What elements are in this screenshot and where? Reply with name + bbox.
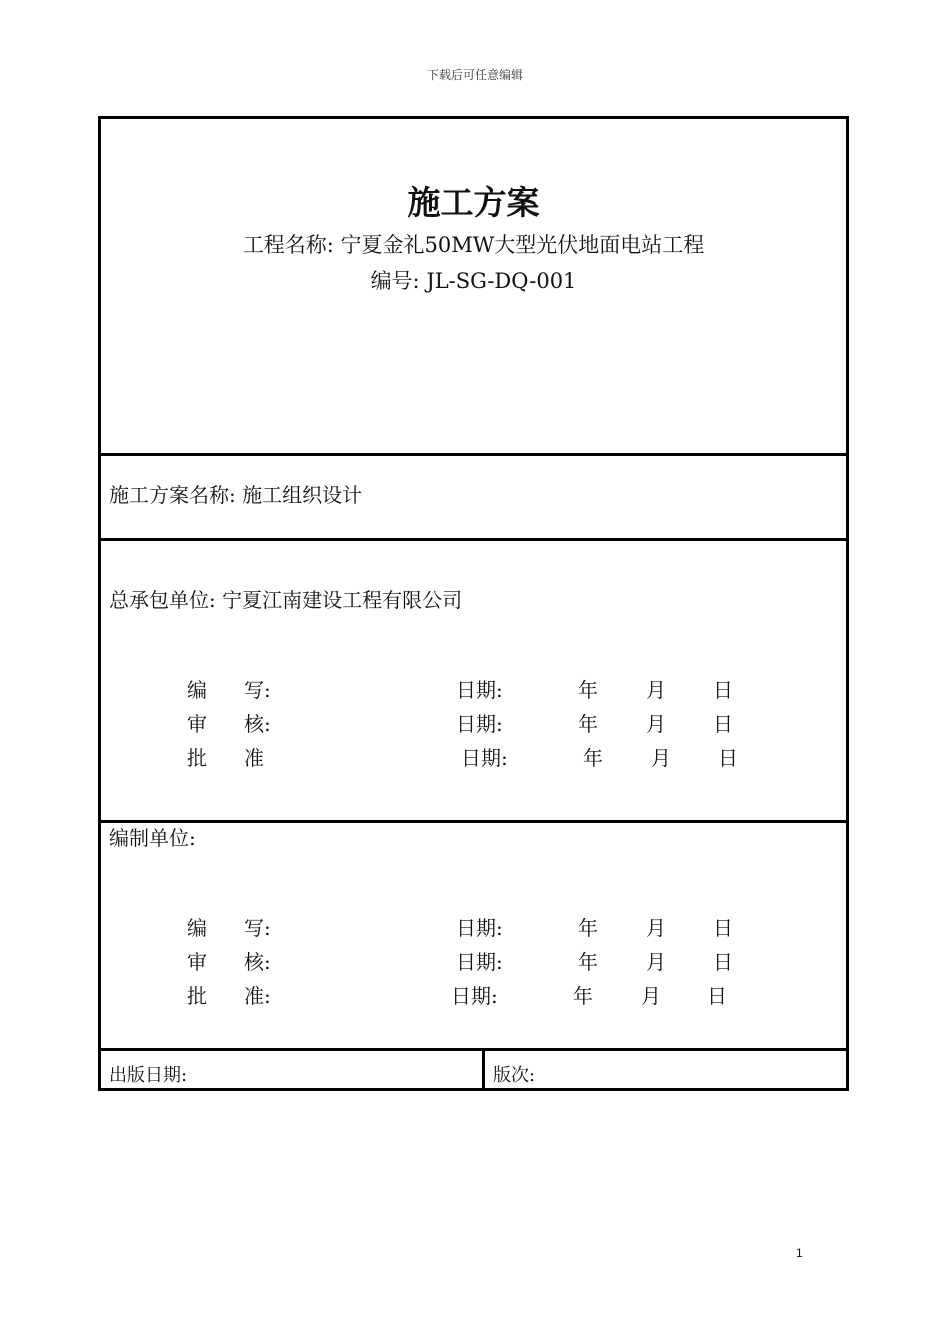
contractor-write-char2: 写: [244, 678, 271, 702]
contractor-review-char2: 核: [244, 712, 271, 736]
footer-divider [482, 1050, 485, 1088]
divider [101, 453, 846, 456]
compiler-review-year: 年 [578, 950, 598, 974]
compiler-review-month: 月 [646, 950, 666, 974]
compiler-review-day: 日 [713, 950, 733, 974]
divider [101, 1048, 846, 1051]
divider [101, 538, 846, 541]
compiler-label: 编制单位: [109, 826, 196, 850]
contractor-approve-month: 月 [651, 746, 671, 770]
contractor-approve-char2: 准 [244, 746, 264, 770]
contractor-write-day: 日 [713, 678, 733, 702]
document-code: 编号: JL-SG-DQ-001 [370, 269, 577, 293]
contractor-approve-char1: 批 [187, 746, 207, 770]
plan-name: 施工方案名称: 施工组织设计 [109, 483, 363, 507]
contractor-review-char1: 审 [187, 712, 207, 736]
compiler-write-char2: 写: [244, 916, 271, 940]
contractor-label: 总承包单位: 宁夏江南建设工程有限公司 [109, 588, 463, 612]
compiler-write-day: 日 [713, 916, 733, 940]
contractor-write-date: 日期: [456, 678, 503, 702]
document-title: 施工方案 [407, 183, 540, 222]
compiler-write-char1: 编 [187, 916, 207, 940]
contractor-approve-day: 日 [718, 746, 738, 770]
compiler-approve-year: 年 [573, 984, 593, 1008]
header-note: 下载后可任意编辑 [426, 68, 523, 82]
divider [101, 820, 846, 823]
edition-label: 版次: [493, 1065, 536, 1086]
contractor-approve-date: 日期: [461, 746, 508, 770]
contractor-review-day: 日 [713, 712, 733, 736]
contractor-review-month: 月 [646, 712, 666, 736]
page-number: 1 [796, 1246, 803, 1260]
compiler-approve-date: 日期: [451, 984, 498, 1008]
compiler-approve-char2: 准: [244, 984, 271, 1008]
contractor-write-char1: 编 [187, 678, 207, 702]
compiler-approve-month: 月 [641, 984, 661, 1008]
contractor-review-year: 年 [578, 712, 598, 736]
cover-form [98, 116, 849, 1091]
publish-date-label: 出版日期: [109, 1065, 188, 1086]
compiler-review-date: 日期: [456, 950, 503, 974]
compiler-write-month: 月 [646, 916, 666, 940]
compiler-review-char2: 核: [244, 950, 271, 974]
compiler-approve-char1: 批 [187, 984, 207, 1008]
project-name: 工程名称: 宁夏金礼50MW大型光伏地面电站工程 [242, 233, 705, 257]
contractor-write-year: 年 [578, 678, 598, 702]
compiler-write-year: 年 [578, 916, 598, 940]
contractor-review-date: 日期: [456, 712, 503, 736]
compiler-review-char1: 审 [187, 950, 207, 974]
contractor-approve-year: 年 [583, 746, 603, 770]
compiler-approve-day: 日 [707, 984, 727, 1008]
compiler-write-date: 日期: [456, 916, 503, 940]
contractor-write-month: 月 [646, 678, 666, 702]
